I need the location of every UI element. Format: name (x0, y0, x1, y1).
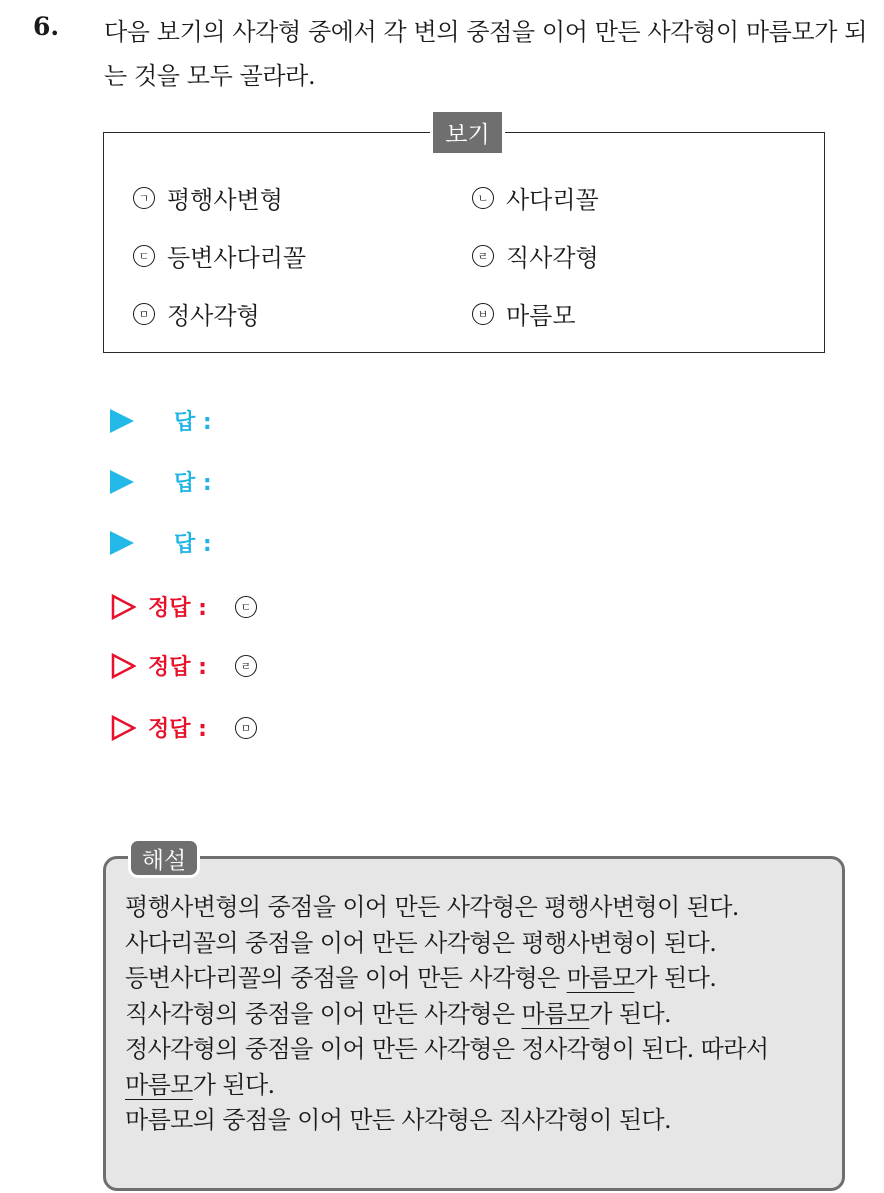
choice-marker: ㄹ (472, 245, 494, 267)
outline-triangle-icon (110, 715, 136, 741)
answer-label: 답 : (174, 410, 212, 435)
choice-text: 등변사다리꼴 (167, 244, 307, 272)
explanation-line: 마름모가 된다. (125, 1070, 275, 1099)
choice-item (133, 296, 260, 331)
choice-item (133, 180, 283, 215)
choice-marker: ㄱ (133, 187, 155, 209)
correct-answer-row (110, 712, 257, 743)
choice-marker: ㅁ (133, 303, 155, 325)
choice-text: 정사각형 (167, 302, 260, 330)
play-triangle-icon (110, 470, 134, 494)
choices-box-label: 보기 (430, 112, 505, 153)
choice-item (472, 296, 576, 331)
explanation-line: 평행사변형의 중점을 이어 만든 사각형은 평행사변형이 된다. (125, 893, 739, 921)
correct-answer-row (110, 650, 257, 681)
answer-label: 답 : (174, 532, 212, 557)
outline-triangle-icon (110, 594, 136, 620)
answer-row (110, 527, 212, 558)
explanation-line: 마름모의 중점을 이어 만든 사각형은 직사각형이 된다. (125, 1106, 672, 1134)
choice-text: 마름모 (506, 302, 576, 330)
explanation-label: 해설 (128, 838, 200, 878)
correct-answer-label: 정답 : (148, 717, 207, 742)
question-text: 다음 보기의 사각형 중에서 각 변의 중점을 이어 만든 사각형이 마름모가 되는 것을 모두 골라라. (104, 18, 868, 90)
choice-text: 평행사변형 (167, 186, 283, 214)
choice-marker: ㄴ (472, 187, 494, 209)
correct-answer-row (110, 591, 257, 622)
explanation-line: 직사각형의 중점을 이어 만든 사각형은 마름모가 된다. (125, 999, 672, 1028)
correct-answer-marker: ㄹ (235, 655, 257, 677)
explanation-line: 사다리꼴의 중점을 이어 만든 사각형은 평행사변형이 된다. (125, 928, 717, 957)
answer-row (110, 405, 212, 436)
explanation-text (125, 890, 835, 1139)
explanation-line: 정사각형의 중점을 이어 만든 사각형은 정사각형이 된다. 따라서 (125, 1035, 769, 1063)
choice-text: 직사각형 (506, 244, 599, 272)
question-number: 6. (33, 12, 60, 41)
answer-label: 답 : (174, 471, 212, 496)
answer-row (110, 466, 212, 497)
play-triangle-icon (110, 409, 134, 433)
correct-answer-marker: ㅁ (235, 717, 257, 739)
choice-marker: ㄷ (133, 245, 155, 267)
correct-answer-label: 정답 : (148, 596, 207, 621)
explanation-line: 등변사다리꼴의 중점을 이어 만든 사각형은 마름모가 된다. (125, 964, 717, 992)
play-triangle-icon (110, 531, 134, 555)
choice-item (472, 180, 599, 215)
choice-text: 사다리꼴 (506, 186, 599, 214)
correct-answer-marker: ㄷ (235, 596, 257, 618)
outline-triangle-icon (110, 653, 136, 679)
choice-item (133, 238, 306, 273)
choice-marker: ㅂ (472, 303, 494, 325)
choice-item (472, 238, 599, 273)
correct-answer-label: 정답 : (148, 655, 207, 680)
